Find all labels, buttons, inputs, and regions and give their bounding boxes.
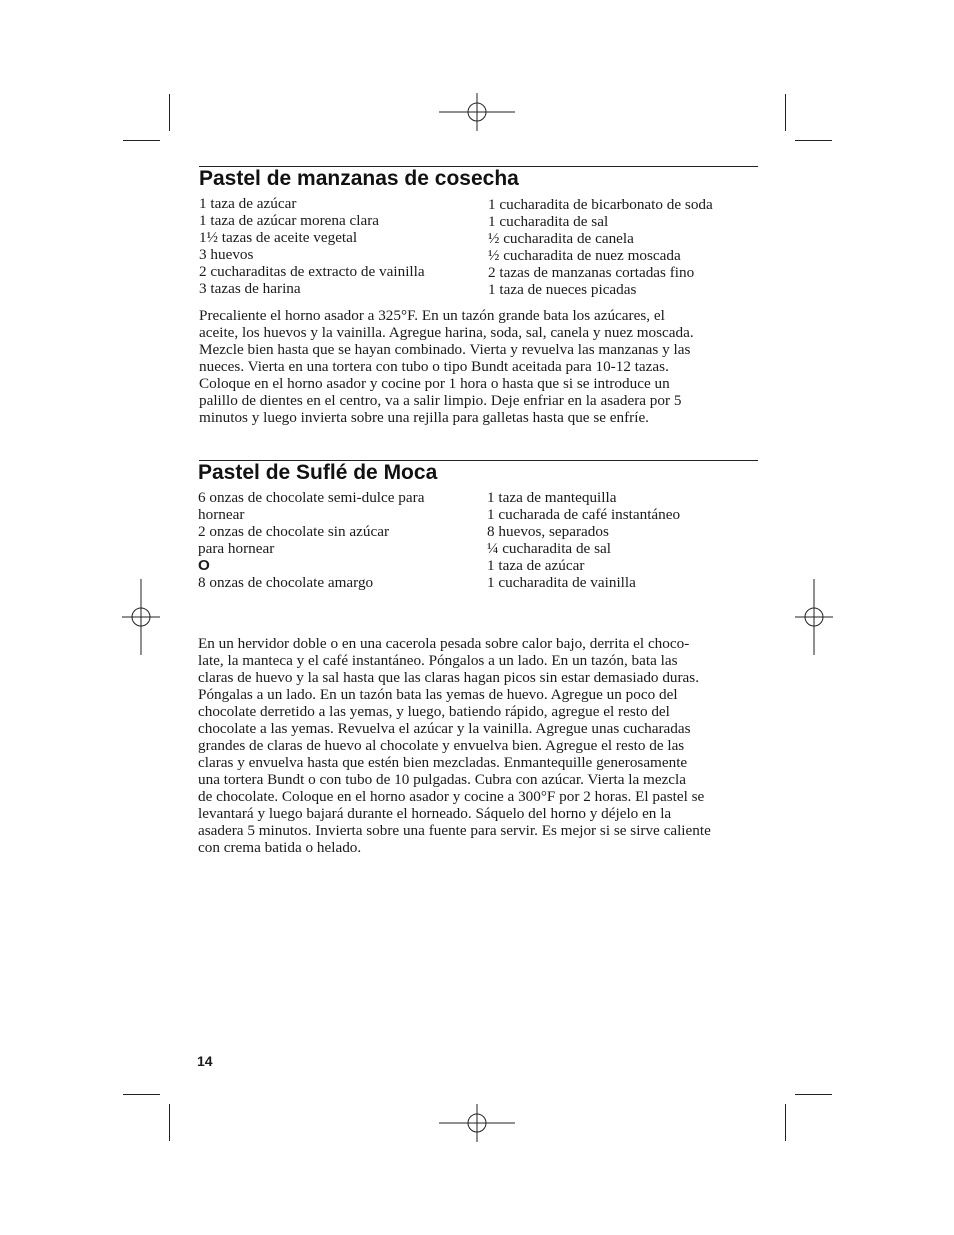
ingredient-item: 1½ tazas de aceite vegetal [199,229,358,246]
recipe-instructions [198,635,754,856]
ingredient-item: 3 huevos [199,246,254,263]
instruction-line: grandes de claras de huevo al chocolate y envuelva bien. Agregue el resto de las [198,737,685,754]
instruction-line: con crema batida o helado. [198,839,362,856]
ingredient-list [198,489,424,591]
ingredient-item: para hornear [198,540,275,557]
instruction-line: una tortera Bundt o con tubo de 10 pulgadas. Cubra con azúcar. Vierta la mezcla [198,771,687,788]
registration-mark-icon [439,1104,515,1142]
ingredient-item: hornear [198,506,245,523]
crop-mark [123,140,160,141]
ingredient-item: ¼ cucharadita de sal [487,540,611,557]
instruction-line: En un hervidor doble o en una cacerola pesada sobre calor bajo, derrita el choco- [198,635,690,652]
instruction-line: Precaliente el horno asador a 325°F. En un tazón grande bata los azúcares, el [199,307,665,324]
instruction-line: de chocolate. Coloque en el horno asador y cocine a 300°F por 2 horas. El pastel se [198,788,705,805]
ingredient-item: ½ cucharadita de canela [488,230,634,247]
crop-mark [795,140,832,141]
ingredient-or: O [198,557,210,574]
instruction-line: asadera 5 minutos. Invierta sobre una fuente para servir. Es mejor si se sirve caliente [198,822,711,839]
crop-mark [785,1104,786,1141]
ingredient-item: 8 huevos, separados [487,523,609,540]
instruction-line: claras y envuelva hasta que estén bien mezcladas. Enmantequille generosamente [198,754,688,771]
recipe-title: Pastel de Suflé de Moca [198,461,438,484]
instruction-line: palillo de dientes en el centro, va a salir limpio. Deje enfriar en la asadera por 5 [199,392,682,409]
instruction-line: Coloque en el horno asador y cocine por 1 hora o hasta que si se introduce un [199,375,670,392]
ingredient-item: 1 taza de nueces picadas [488,281,637,298]
ingredient-item: 1 cucharadita de bicarbonato de soda [488,196,713,213]
ingredient-item: 1 taza de mantequilla [487,489,617,506]
ingredient-list [199,195,425,297]
instruction-line: chocolate derretido a las yemas, y luego, batiendo rápido, agregue el resto del [198,703,670,720]
page-number: 14 [197,1053,213,1069]
instruction-line: Mezcle bien hasta que se hayan combinado. Vierta y revuelva las manzanas y las [199,341,691,358]
recipe-instructions [199,307,755,426]
instruction-line: chocolate a las yemas. Revuelva el azúcar y la vainilla. Agregue unas cucharadas [198,720,691,737]
ingredient-item: 1 cucharadita de sal [488,213,609,230]
recipe-title: Pastel de manzanas de cosecha [199,167,519,190]
ingredient-list [487,489,680,591]
instruction-line: minutos y luego invierta sobre una rejilla para galletas hasta que se enfríe. [199,409,649,426]
crop-mark [123,1094,160,1095]
registration-mark-icon [795,579,833,655]
crop-mark [169,1104,170,1141]
instruction-line: Póngalas a un lado. En un tazón bata las yemas de huevo. Agregue un poco del [198,686,678,703]
ingredient-item: 1 cucharadita de vainilla [487,574,636,591]
ingredient-item: 2 cucharaditas de extracto de vainilla [199,263,425,280]
ingredient-item: 2 tazas de manzanas cortadas fino [488,264,695,281]
ingredient-item: 3 tazas de harina [199,280,301,297]
ingredient-item: 8 onzas de chocolate amargo [198,574,374,591]
instruction-line: levantará y luego bajará durante el horneado. Sáquelo del horno y déjelo en la [198,805,672,822]
ingredient-item: 1 cucharada de café instantáneo [487,506,681,523]
crop-mark [785,94,786,131]
ingredient-item: 2 onzas de chocolate sin azúcar [198,523,390,540]
instruction-line: nueces. Vierta en una tortera con tubo o tipo Bundt aceitada para 10-12 tazas. [199,358,669,375]
ingredient-item: 1 taza de azúcar [199,195,297,212]
registration-mark-icon [439,93,515,131]
ingredient-item: 1 taza de azúcar morena clara [199,212,380,229]
instruction-line: claras de huevo y la sal hasta que las claras hagan picos sin estar demasiado duras. [198,669,700,686]
ingredient-list [488,196,713,298]
registration-mark-icon [122,579,160,655]
ingredient-item: 6 onzas de chocolate semi-dulce para [198,489,425,506]
instruction-line: aceite, los huevos y la vainilla. Agregue harina, soda, sal, canela y nuez moscada. [199,324,694,341]
crop-mark [169,94,170,131]
ingredient-item: ½ cucharadita de nuez moscada [488,247,681,264]
instruction-line: late, la manteca y el café instantáneo. Póngalos a un lado. En un tazón, bata las [198,652,678,669]
ingredient-item: 1 taza de azúcar [487,557,585,574]
crop-mark [795,1094,832,1095]
